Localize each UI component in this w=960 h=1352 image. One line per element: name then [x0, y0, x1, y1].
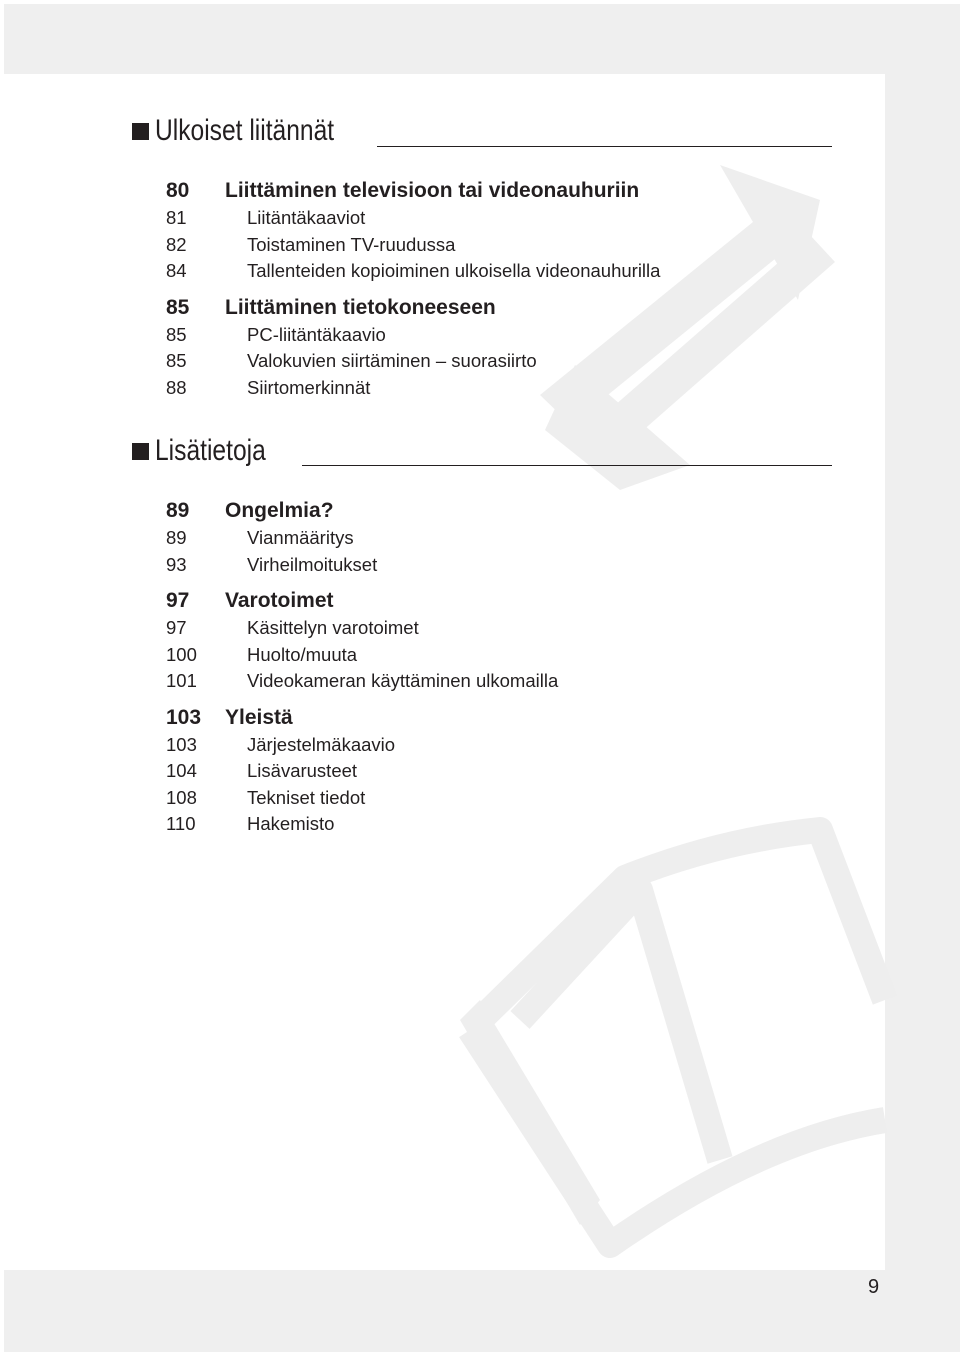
toc-page: 101	[166, 670, 197, 691]
toc-page: 89	[166, 499, 190, 522]
toc-text: Liitäntäkaaviot	[247, 207, 366, 228]
toc-text: Huolto/muuta	[247, 643, 358, 665]
toc-sub-entry[interactable]	[166, 642, 866, 669]
toc-group	[166, 703, 866, 838]
section-heading-lisatietoja	[132, 428, 290, 468]
section-rule	[377, 146, 832, 147]
toc-sub-entry[interactable]	[166, 615, 866, 642]
toc-text: Vianmääritys	[247, 527, 354, 548]
toc-page: 84	[166, 260, 187, 281]
toc-sub-entry[interactable]	[166, 758, 866, 785]
toc-sub-entry[interactable]	[166, 205, 866, 232]
bullet-square-icon	[132, 443, 149, 460]
toc-page: 80	[166, 179, 190, 202]
toc-page: 100	[166, 643, 197, 665]
toc-page: 110	[166, 813, 196, 834]
toc-sub-entry[interactable]	[166, 668, 866, 695]
toc-group	[166, 293, 866, 402]
toc-sub-entry[interactable]	[166, 785, 866, 812]
toc-section-2	[166, 496, 866, 838]
toc-page: 104	[166, 760, 197, 781]
toc-main-entry[interactable]	[166, 703, 866, 732]
toc-main-entry[interactable]	[166, 586, 866, 615]
toc-page: 93	[166, 553, 187, 575]
bullet-square-icon	[132, 123, 149, 140]
toc-sub-entry[interactable]	[166, 525, 866, 552]
toc-sub-entry[interactable]	[166, 322, 866, 349]
toc-page: 88	[166, 376, 187, 398]
toc-sub-entry[interactable]	[166, 552, 866, 579]
toc-text: Järjestelmäkaavio	[247, 733, 396, 755]
toc-title: Varotoimet	[225, 589, 334, 612]
toc-text: Käsittelyn varotoimet	[247, 617, 419, 638]
toc-group	[166, 176, 866, 285]
toc-sub-entry[interactable]	[166, 348, 866, 375]
toc-sub-entry[interactable]	[166, 811, 866, 838]
toc-title: Yleistä	[225, 705, 293, 729]
toc-text: Hakemisto	[247, 813, 335, 834]
section-heading-ulkoiset-liitannat	[132, 108, 373, 148]
section-rule	[302, 465, 832, 466]
toc-main-entry[interactable]	[166, 496, 866, 525]
toc-page: 85	[166, 295, 190, 319]
toc-page: 108	[166, 786, 197, 808]
toc-page: 82	[166, 233, 187, 255]
toc-page: 81	[166, 207, 187, 228]
toc-text: Tallenteiden kopioiminen ulkoisella videonauhurilla	[247, 260, 661, 281]
toc-text: Valokuvien siirtäminen – suorasiirto	[247, 350, 537, 371]
toc-section-1	[166, 176, 866, 401]
toc-page: 85	[166, 350, 187, 371]
toc-sub-entry[interactable]	[166, 375, 866, 402]
toc-title: Liittäminen tietokoneeseen	[225, 295, 496, 319]
toc-text: Lisävarusteet	[247, 760, 358, 781]
toc-page: 85	[166, 323, 187, 345]
toc-main-entry[interactable]	[166, 176, 866, 205]
toc-title: Liittäminen televisioon tai videonauhuriin	[225, 179, 640, 202]
toc-text: Virheilmoitukset	[247, 553, 378, 575]
section-title: Lisätietoja	[155, 434, 266, 467]
toc-sub-entry[interactable]	[166, 258, 866, 285]
toc-text: PC-liitäntäkaavio	[247, 323, 386, 345]
toc-text: Toistaminen TV-ruudussa	[247, 233, 456, 255]
toc-page: 97	[166, 589, 190, 612]
toc-title: Ongelmia?	[225, 499, 334, 522]
toc-text: Tekniset tiedot	[247, 786, 366, 808]
section-title: Ulkoiset liitännät	[155, 114, 335, 147]
toc-sub-entry[interactable]	[166, 732, 866, 759]
toc-group	[166, 586, 866, 695]
toc-page: 97	[166, 617, 187, 638]
toc-page: 103	[166, 733, 197, 755]
toc-sub-entry[interactable]	[166, 232, 866, 259]
page-number: 9	[868, 1276, 880, 1298]
toc-group	[166, 496, 866, 578]
toc-main-entry[interactable]	[166, 293, 866, 322]
toc-page: 103	[166, 705, 202, 729]
toc-page: 89	[166, 527, 187, 548]
toc-text: Videokameran käyttäminen ulkomailla	[247, 670, 559, 691]
toc-text: Siirtomerkinnät	[247, 376, 371, 398]
